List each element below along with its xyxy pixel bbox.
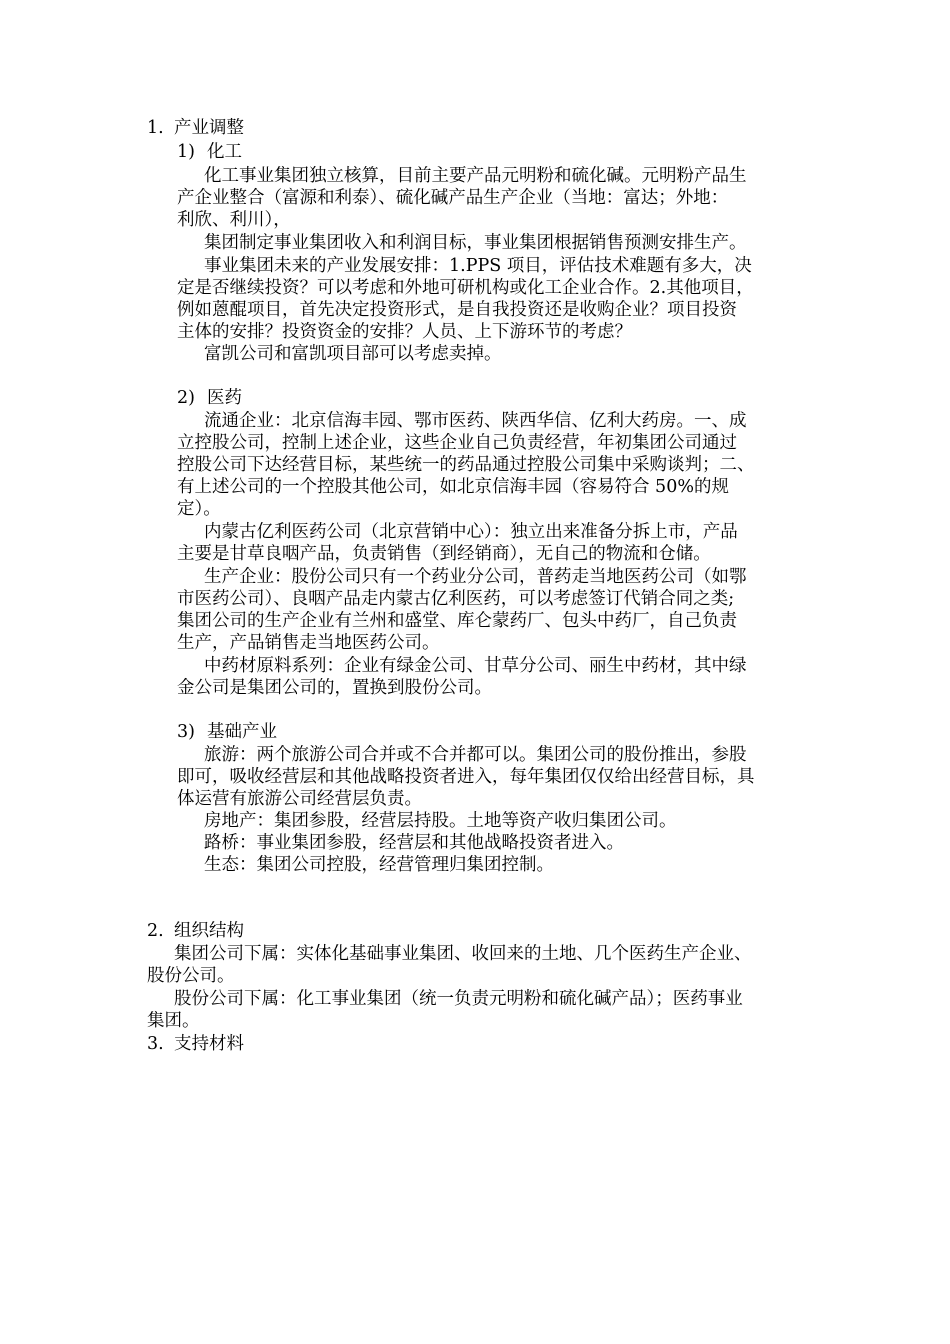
paragraph-line: 股份公司。 (147, 966, 235, 986)
section-number: 2. (147, 921, 164, 941)
paragraph-line: 即可，吸收经营层和其他战略投资者进入，每年集团仅仅给出经营目标，具 (177, 767, 755, 787)
paragraph-line: 立控股公司，控制上述企业，这些企业自己负责经营，年初集团公司通过 (177, 433, 737, 453)
paragraph-line: 生产企业：股份公司只有一个药业分公司，普药走当地医药公司（如鄂 (204, 567, 747, 587)
subsection-title: 化工 (207, 142, 242, 162)
section-heading (147, 1033, 244, 1055)
paragraph-line: 体运营有旅游公司经营层负责。 (177, 789, 422, 809)
paragraph-line: 化工事业集团独立核算，目前主要产品元明粉和硫化碱。元明粉产品生 (204, 166, 747, 186)
paragraph-line: 金公司是集团公司的，置换到股份公司。 (177, 678, 492, 698)
section-number: 1. (147, 118, 164, 138)
paragraph-line: 有上述公司的一个控股其他公司，如北京信海丰园（容易符合 50%的规 (177, 477, 729, 497)
section-title: 支持材料 (174, 1034, 244, 1054)
section-title: 组织结构 (174, 921, 244, 941)
subsection-number: 2) (177, 388, 195, 408)
paragraph-line: 中药材原料系列：企业有绿金公司、甘草分公司、丽生中药材，其中绿 (204, 656, 747, 676)
paragraph-line: 产企业整合（富源和利泰）、硫化碱产品生产企业（当地：富达；外地： (177, 188, 729, 208)
paragraph-line: 集团公司的生产企业有兰州和盛堂、库仑蒙药厂、包头中药厂，自己负责 (177, 611, 737, 631)
paragraph-line: 路桥：事业集团参股，经营层和其他战略投资者进入。 (204, 833, 624, 853)
subsection-heading (177, 141, 242, 163)
paragraph-line: 生态：集团公司控股，经营管理归集团控制。 (204, 855, 554, 875)
subsection-heading (177, 721, 277, 743)
subsection-number: 3) (177, 722, 195, 742)
paragraph-line: 主要是甘草良咽产品，负责销售（到经销商），无自己的物流和仓储。 (177, 544, 711, 564)
paragraph-line: 集团制定事业集团收入和利润目标，事业集团根据销售预测安排生产。 (204, 233, 747, 253)
paragraph-line: 事业集团未来的产业发展安排：1.PPS 项目，评估技术难题有多大，决 (204, 256, 752, 276)
paragraph-line: 例如蒽醌项目，首先决定投资形式，是自我投资还是收购企业？项目投资 (177, 300, 737, 320)
paragraph-line: 旅游：两个旅游公司合并或不合并都可以。集团公司的股份推出，参股 (204, 745, 747, 765)
paragraph-line: 流通企业：北京信海丰园、鄂市医药、陕西华信、亿利大药房。一、成 (204, 411, 747, 431)
paragraph-line: 集团。 (147, 1011, 200, 1031)
section-heading (147, 920, 244, 942)
subsection-title: 医药 (207, 388, 242, 408)
subsection-heading (177, 387, 242, 409)
subsection-title: 基础产业 (207, 722, 277, 742)
paragraph-line: 集团公司下属：实体化基础事业集团、收回来的土地、几个医药生产企业、 (174, 944, 752, 964)
paragraph-line: 内蒙古亿利医药公司（北京营销中心）：独立出来准备分拆上市，产品 (204, 522, 738, 542)
paragraph-line: 生产，产品销售走当地医药公司。 (177, 633, 440, 653)
section-title: 产业调整 (174, 118, 244, 138)
paragraph-line: 定）。 (177, 499, 221, 519)
section-number: 3. (147, 1034, 164, 1054)
section-heading (147, 117, 244, 139)
paragraph-line: 房地产：集团参股，经营层持股。土地等资产收归集团公司。 (204, 811, 677, 831)
paragraph-line: 富凯公司和富凯项目部可以考虑卖掉。 (204, 344, 502, 364)
paragraph-line: 控股公司下达经营目标，某些统一的药品通过控股公司集中采购谈判；二、 (177, 455, 755, 475)
paragraph-line: 定是否继续投资？可以考虑和外地可研机构或化工企业合作。2.其他项目， (177, 278, 754, 298)
paragraph-line: 股份公司下属：化工事业集团（统一负责元明粉和硫化碱产品）；医药事业 (174, 989, 743, 1009)
paragraph-line: 利欣、利川）， (177, 210, 291, 230)
paragraph-line: 市医药公司）、良咽产品走内蒙古亿利医药，可以考虑签订代销合同之类; (177, 589, 735, 609)
subsection-number: 1) (177, 142, 195, 162)
paragraph-line: 主体的安排？投资资金的安排？人员、上下游环节的考虑？ (177, 322, 632, 342)
